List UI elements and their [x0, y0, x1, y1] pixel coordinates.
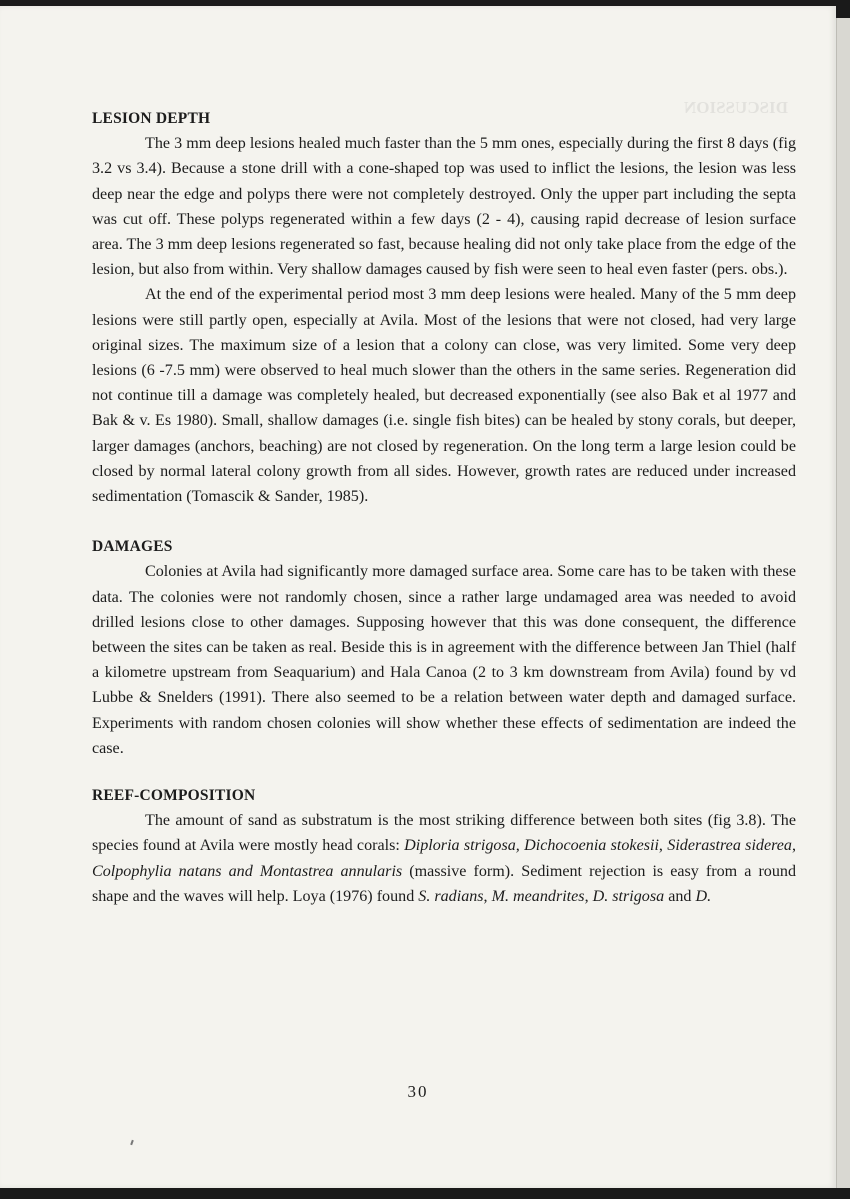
species-name: Diploria strigosa, — [404, 837, 520, 855]
paragraph-lesion-depth-2: At the end of the experimental period most 3 mm deep lesions were healed. Many of the 5 mm deep lesions were still partly open, especially at Avila. Most of the lesions that were not closed, had very large original sizes. The maximum size of a lesion that a colony can close, was very limited. Some very deep lesions (6 -7.5 mm) were observed to heal much slower than the others in the same series. Regeneration did not continue till a damage was completely healed, but decreased exponentially (see also Bak et al 1977 and Bak & v. Es 1980). Small, shallow damages (i.e. single fish bites) can be healed by stony corals, but deeper, larger damages (anchors, beaching) are not closed by regeneration. On the long term a large lesion could be closed by normal lateral colony growth from all sides. However, growth rates are reduced under increased sedimentation (Tomascik & Sander, 1985). — [92, 286, 796, 506]
section-heading-damages: DAMAGES — [92, 538, 173, 556]
text-run: and — [664, 887, 696, 905]
section-heading-reef-composition: REEF-COMPOSITION — [92, 787, 256, 805]
page-content — [92, 106, 796, 909]
text-run: , — [791, 837, 796, 855]
scan-speck — [130, 1140, 134, 1145]
paragraph-damages: Colonies at Avila had significantly more damaged surface area. Some care has to be taken with these data. The colonies were not randomly chosen, since a rather large undamaged area was needed to avoid drilled lesions close to other damages. Supposing however that this was done consequent, the difference between the sites can be taken as real. Beside this is in agreement with the difference between Jan Thiel (half a kilometre upstream from Seaquarium) and Hala Canoa (2 to 3 km downstream from Avila) found by vd Lubbe & Snelders (1991). There also seemed to be a relation between water depth and damaged surface. Experiments with random chosen colonies will show whether these effects of sedimentation are indeed the case. — [92, 563, 796, 757]
bleed-through-text: DISCUSSION — [684, 98, 788, 117]
species-name: D. strigosa — [592, 887, 665, 905]
document-page — [0, 6, 836, 1188]
species-name: Colpophylia natans and Montastrea annularis — [92, 862, 403, 880]
text-run: (massive form). Sediment rejection is easy from a round shape and the waves will help. Loya (1976) found — [92, 862, 796, 905]
species-name: Siderastrea siderea — [667, 837, 792, 855]
page-edge — [836, 18, 850, 1188]
species-name: S. radians — [418, 887, 484, 905]
species-name: D. — [695, 887, 712, 905]
species-name: M. meandrites — [491, 887, 585, 905]
text-run: , — [584, 887, 593, 905]
page-number: 30 — [407, 1082, 429, 1101]
text-run: , — [483, 887, 492, 905]
paragraph-reef-composition — [92, 808, 796, 909]
species-name: Dichocoenia stokesii — [524, 837, 659, 855]
section-heading-lesion-depth: LESION DEPTH — [92, 110, 211, 127]
text-run: The amount of sand as substratum is the most striking difference between both sites (fig 3.8). The species found at Avila were mostly head corals: — [92, 812, 796, 855]
text-run: , — [658, 837, 668, 855]
paragraph-lesion-depth-1: The 3 mm deep lesions healed much faster than the 5 mm ones, especially during the first 8 days (fig 3.2 vs 3.4). Because a stone drill with a cone-shaped top was used to inflict the lesions, the lesion was less deep near the edge and polyps there were not completely destroyed. Only the upper part including the septa was cut off. These polyps regenerated within a few days (2 - 4), causing rapid decrease of lesion surface area. The 3 mm deep lesions regenerated so fast, because healing did not only take place from the edge of the lesion, but also from within. Very shallow damages caused by fish were seen to heal even faster (pers. obs.). — [92, 135, 796, 279]
